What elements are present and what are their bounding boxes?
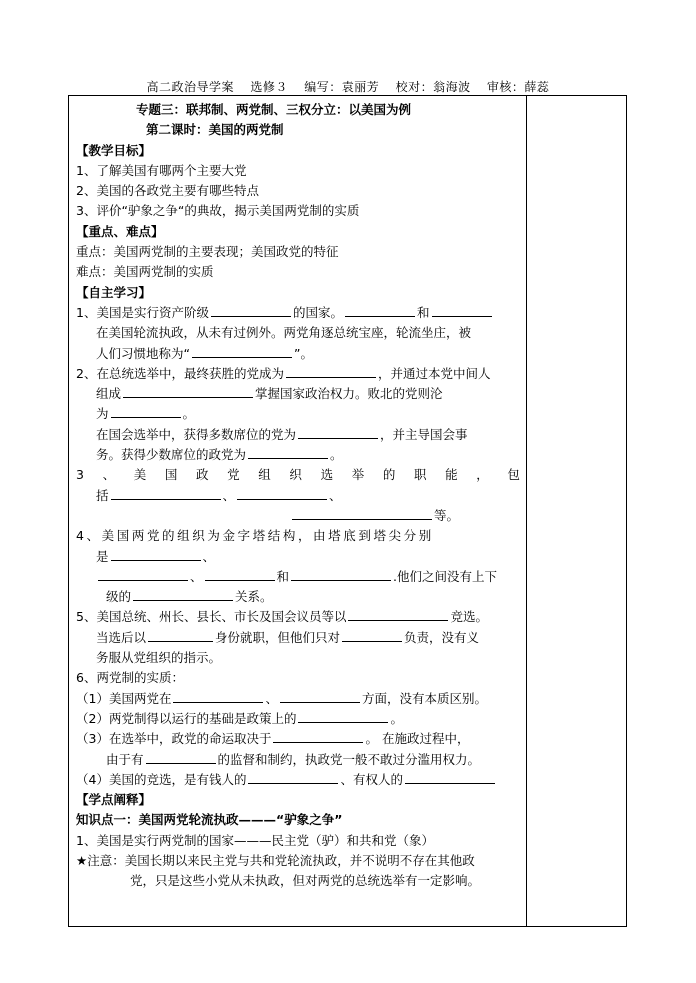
question-2-line-4: 在国会选举中，获得多数席位的党为 ，并主导国会事 [96, 426, 468, 442]
question-2-line-1: 2、在总统选举中，最终获胜的党成为 ，并通过本党中间人 [76, 365, 491, 381]
header-reviewer: 审核：薛蕊 [486, 80, 550, 94]
fill-blank[interactable] [111, 404, 181, 418]
goal-item: 2、美国的各政党主要有哪些特点 [76, 183, 259, 199]
fill-blank[interactable] [111, 547, 201, 561]
fill-blank[interactable] [133, 587, 233, 601]
question-3-line-3: 等。 [76, 506, 520, 526]
question-4-line-3: 、 和 .他们之间没有上下 [76, 567, 520, 587]
notes-column-divider [526, 95, 527, 927]
question-6-item-4: （4）美国的竞选，是有钱人的 、有权人的 [76, 770, 520, 790]
fill-blank[interactable] [148, 628, 213, 642]
fill-blank[interactable] [111, 486, 221, 500]
header-proofreader: 校对：翁海波 [395, 80, 471, 94]
fill-blank[interactable] [205, 567, 275, 581]
fill-blank[interactable] [273, 729, 363, 743]
explain-item-1: 1、美国是实行两党制的国家———民主党（驴）和共和党（象） [76, 832, 434, 848]
fill-blank[interactable] [173, 689, 263, 703]
fill-blank[interactable] [146, 750, 216, 764]
fill-blank[interactable] [432, 303, 492, 317]
fill-blank[interactable] [405, 770, 495, 784]
goals-heading: 【教学目标】 [76, 142, 152, 158]
fill-blank[interactable] [248, 770, 338, 784]
question-1-line-3: 人们习惯地称为“ ”。 [96, 345, 313, 361]
knowledge-point-1: 知识点一：美国两党轮流执政———“驴象之争” [76, 812, 343, 828]
question-2-line-2: 组成 掌握国家政治权力。败北的党则沦 [96, 386, 443, 402]
fill-blank[interactable] [237, 486, 327, 500]
question-1-line-2: 在美国轮流执政，从未有过例外。两党角逐总统宝座，轮流坐庄，被 [96, 325, 472, 341]
question-6-heading: 6、两党制的实质： [76, 670, 184, 686]
fill-blank[interactable] [280, 689, 360, 703]
explain-note-line-2: 党，只是这些小党从未执政，但对两党的总统选举有一定影响。 [130, 873, 481, 889]
fill-blank[interactable] [98, 567, 188, 581]
question-6-item-3-cont: 由于有 的监督和制约，执政党一般不敢过分滥用权力。 [106, 751, 481, 767]
page-header [0, 78, 696, 95]
question-3-line-1: 3 、 美 国 政 党 组 织 选 举 的 职 能 ， 包 [76, 467, 520, 483]
question-1-line-1: 1、美国是实行资产阶级 的国家。 和 [76, 303, 520, 323]
fill-blank[interactable] [292, 506, 432, 520]
fill-blank[interactable] [298, 709, 388, 723]
header-doc: 高二政治导学案 [146, 80, 235, 94]
question-5-line-1: 5、美国总统、州长、县长、市长及国会议员等以 竞选。 [76, 609, 488, 625]
fill-blank[interactable] [286, 364, 376, 378]
goal-item: 1、了解美国有哪两个主要大党 [76, 162, 247, 178]
question-4-line-2: 是 、 [96, 548, 216, 564]
fill-blank[interactable] [298, 425, 378, 439]
fill-blank[interactable] [345, 303, 415, 317]
fill-blank[interactable] [211, 303, 291, 317]
header-editor: 编写：袁丽芳 [304, 80, 380, 94]
question-4-line-1: 4、美国两党的组织为金字塔结构，由塔底到塔尖分别 [76, 528, 434, 544]
question-2-line-3: 为 。 [96, 406, 196, 422]
topic-title: 专题三：联邦制、两党制、三权分立：以美国为例 [136, 102, 412, 117]
question-6-item-3: （3）在选举中，政党的命运取决于 。 在施政过程中， [76, 731, 470, 747]
fill-blank[interactable] [342, 628, 402, 642]
goal-item: 3、评价“驴象之争“的典故，揭示美国两党制的实质 [76, 203, 360, 219]
fill-blank[interactable] [248, 445, 328, 459]
header-volume: 选修３ [250, 80, 288, 94]
fill-blank[interactable] [291, 567, 391, 581]
lesson-subtitle: 第二课时：美国的两党制 [146, 122, 284, 138]
question-2-line-5: 务。获得少数席位的政党为 。 [96, 447, 343, 463]
fill-blank[interactable] [348, 607, 448, 621]
fill-blank[interactable] [192, 344, 292, 358]
question-6-item-1: （1）美国两党在 、 方面，没有本质区别。 [76, 690, 487, 706]
explain-heading: 【学点阐释】 [76, 792, 152, 808]
key-difficulty: 难点：美国两党制的实质 [76, 264, 214, 280]
worksheet-content [76, 100, 520, 892]
question-4-line-4: 级的 关系。 [106, 589, 273, 605]
key-focus: 重点：美国两党制的主要表现；美国政党的特征 [76, 244, 339, 260]
question-5-line-2: 当选后以 身份就职，但他们只对 负责，没有义 [96, 629, 480, 645]
self-study-heading: 【自主学习】 [76, 284, 152, 300]
key-heading: 【重点、难点】 [76, 223, 164, 239]
question-5-line-3: 务服从党组织的指示。 [96, 650, 222, 666]
fill-blank[interactable] [123, 384, 253, 398]
question-3-line-2: 括 、 、 [96, 487, 342, 503]
explain-note-line-1: ★注意：美国长期以来民主党与共和党轮流执政，并不说明不存在其他政 [76, 852, 475, 868]
question-6-item-2: （2）两党制得以运行的基础是政策上的 。 [76, 710, 403, 726]
